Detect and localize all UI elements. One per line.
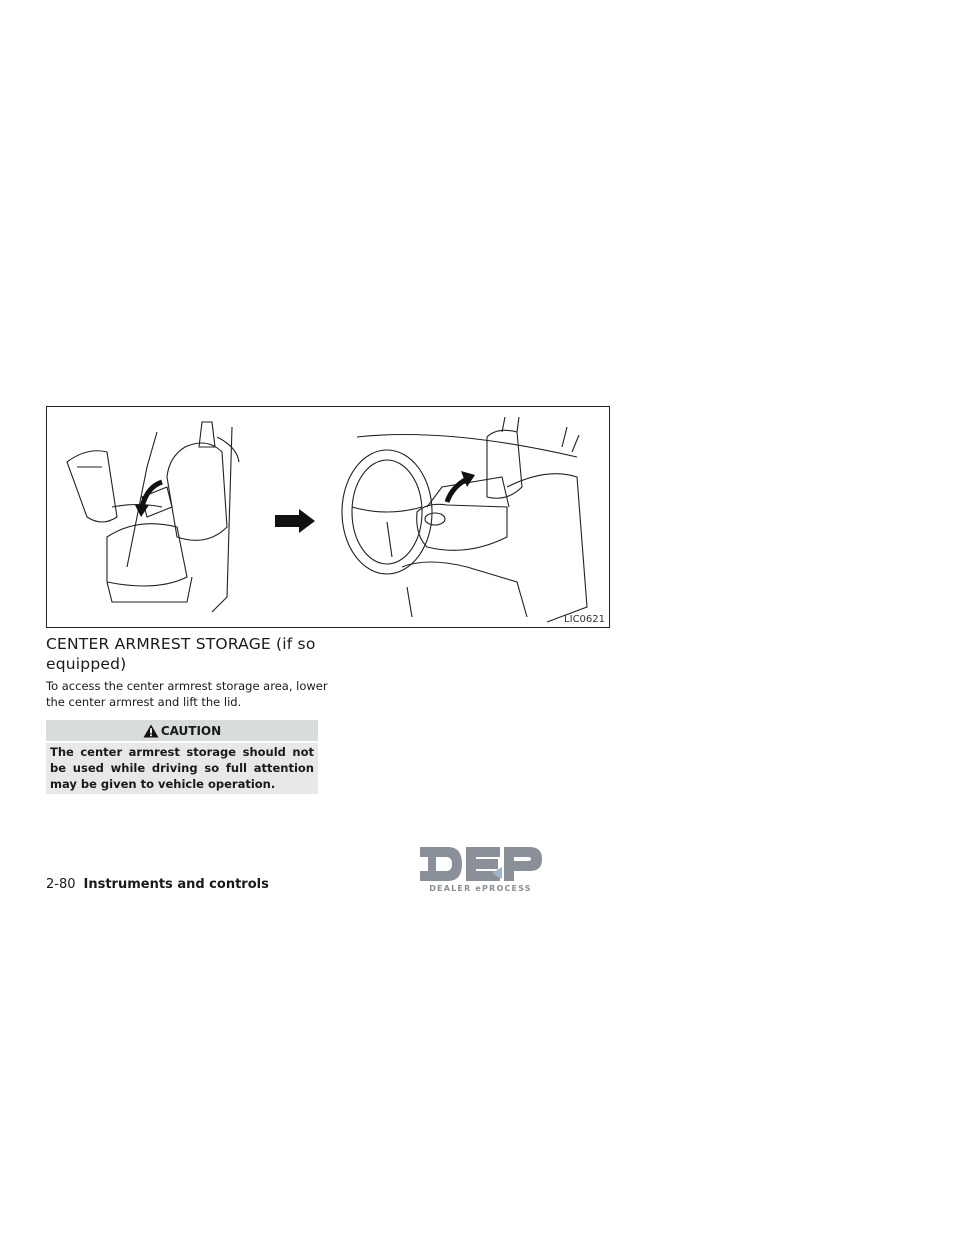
warning-icon	[143, 724, 159, 738]
section-body: To access the center armrest storage area, lower the center armrest and lift the lid.	[46, 679, 328, 709]
page-footer	[46, 877, 269, 892]
armrest-illustration	[46, 406, 610, 628]
footer-section-title: Instruments and controls	[83, 877, 269, 892]
caution-header	[46, 720, 318, 741]
logo-text: DEALER ePROCESS	[429, 884, 532, 893]
figure-code: LIC0621	[564, 614, 605, 625]
armrest-drawing	[47, 407, 609, 627]
caution-label: CAUTION	[160, 723, 222, 738]
caution-text: The center armrest storage should not be used while driving so full attention may be given to vehicle operation.	[46, 743, 318, 794]
page-number: 2-80	[46, 877, 76, 892]
section-title: CENTER ARMREST STORAGE (if so equipped)	[46, 635, 316, 673]
